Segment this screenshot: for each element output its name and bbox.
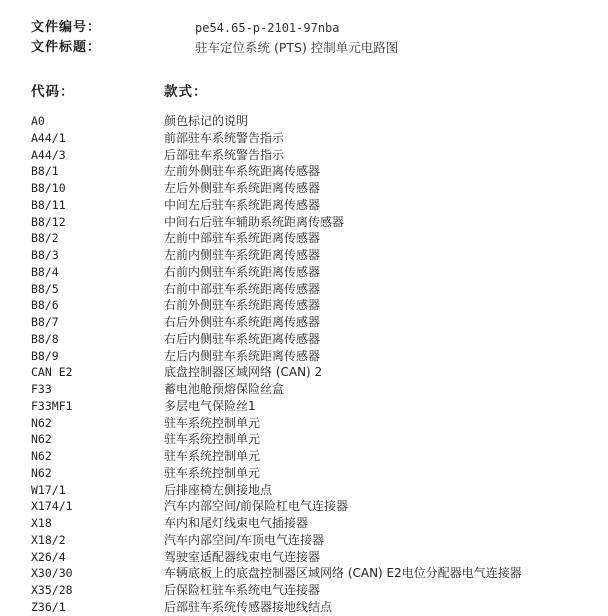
component-description: 右前中部驻车系统距离传感器: [164, 281, 321, 296]
table-row: [31, 247, 601, 264]
component-description: 前部驻车系统警告指示: [164, 130, 285, 145]
component-code: B8/4: [31, 264, 59, 279]
component-code: A44/3: [31, 147, 66, 162]
table-row: [31, 482, 601, 499]
component-description: 左后外侧驻车系统距离传感器: [164, 181, 321, 195]
table-row: [31, 331, 601, 348]
table-row: [31, 348, 601, 365]
component-code: N62: [31, 432, 52, 447]
component-code: B8/1: [31, 164, 59, 179]
component-description: 左后内侧驻车系统距离传感器: [164, 348, 321, 363]
component-description: 汽车内部空间/前保险杠电气连接器: [164, 499, 349, 514]
component-description: 后排座椅左侧接地点: [164, 482, 273, 497]
code-column-header: 代码：: [31, 84, 75, 100]
component-description: 中间左后驻车系统距离传感器: [164, 197, 321, 212]
doc-title-label: 文件标题：: [31, 40, 102, 55]
component-description: 底盘控制器区域网络 (CAN) 2: [164, 365, 323, 380]
table-row: [31, 180, 601, 197]
table-row: [31, 431, 601, 448]
table-row: [31, 381, 601, 398]
component-description: 右后内侧驻车系统距离传感器: [164, 331, 321, 346]
component-description: 左前内侧驻车系统距离传感器: [164, 248, 321, 262]
table-row: [31, 197, 601, 214]
component-code: B8/2: [31, 231, 59, 246]
component-code: X18: [31, 516, 52, 530]
table-row: [31, 498, 601, 515]
component-code: B8/3: [31, 248, 59, 262]
component-code: W17/1: [31, 482, 66, 497]
component-code: B8/10: [31, 181, 66, 195]
component-code: F33MF1: [31, 398, 73, 413]
table-row: [31, 582, 601, 599]
component-description: 驻车系统控制单元: [164, 449, 261, 463]
component-code: A0: [31, 114, 45, 128]
component-description: 中间右后驻车辅助系统距离传感器: [164, 214, 345, 229]
component-description: 后部驻车系统警告指示: [164, 147, 285, 162]
component-description: 车辆底板上的底盘控制器区域网络 (CAN) E2电位分配器电气连接器: [164, 566, 522, 581]
table-row: [31, 230, 601, 247]
doc-title-value: 驻车定位系统 (PTS) 控制单元电路图: [195, 40, 399, 55]
component-code: Z36/1: [31, 599, 66, 614]
table-row: [31, 398, 601, 415]
component-description: 驻车系统控制单元: [164, 415, 261, 430]
component-code: B8/6: [31, 298, 59, 313]
component-description: 后部驻车系统传感器接地线结点: [164, 599, 333, 614]
component-code: B8/11: [31, 197, 66, 212]
component-description: 多层电气保险丝1: [164, 398, 256, 413]
table-row: [31, 147, 601, 164]
component-description: 驻车系统控制单元: [164, 432, 261, 447]
component-table: [31, 113, 601, 616]
table-row: [31, 599, 601, 616]
component-code: CAN E2: [31, 365, 73, 380]
component-code: X26/4: [31, 549, 66, 564]
component-code: N62: [31, 415, 52, 430]
component-code: X174/1: [31, 499, 73, 514]
table-row: [31, 281, 601, 298]
component-code: N62: [31, 449, 52, 463]
component-description: 右后外侧驻车系统距离传感器: [164, 315, 321, 329]
table-row: [31, 297, 601, 314]
component-code: X18/2: [31, 532, 66, 547]
component-description: 右前内侧驻车系统距离传感器: [164, 264, 321, 279]
component-code: X35/28: [31, 583, 73, 597]
component-code: B8/8: [31, 331, 59, 346]
table-row: [31, 465, 601, 482]
component-description: 颜色标记的说明: [164, 114, 249, 128]
table-row: [31, 549, 601, 566]
component-code: B8/12: [31, 214, 66, 229]
table-row: [31, 314, 601, 331]
table-row: [31, 264, 601, 281]
table-row: [31, 113, 601, 130]
doc-number-label: 文件编号：: [31, 20, 102, 35]
table-row: [31, 364, 601, 381]
table-row: [31, 163, 601, 180]
doc-number-value: pe54.65-p-2101-97nba: [195, 21, 340, 35]
table-row: [31, 130, 601, 147]
table-row: [31, 214, 601, 231]
component-description: 右前外侧驻车系统距离传感器: [164, 298, 321, 313]
component-description: 后保险杠驻车系统电气连接器: [164, 583, 321, 597]
component-code: X30/30: [31, 566, 73, 581]
component-code: B8/5: [31, 281, 59, 296]
component-code: N62: [31, 465, 52, 480]
component-description: 汽车内部空间/车顶电气连接器: [164, 532, 325, 547]
table-row: [31, 415, 601, 432]
component-code: B8/9: [31, 348, 59, 363]
model-column-header: 款式：: [164, 84, 208, 100]
component-code: B8/7: [31, 315, 59, 329]
component-description: 左前外侧驻车系统距离传感器: [164, 164, 321, 179]
table-row: [31, 532, 601, 549]
table-row: [31, 448, 601, 465]
component-description: 车内和尾灯线束电气插接器: [164, 516, 309, 530]
component-description: 驻车系统控制单元: [164, 465, 261, 480]
component-code: F33: [31, 382, 52, 396]
component-description: 蓄电池舱预熔保险丝盒: [164, 382, 285, 396]
component-description: 左前中部驻车系统距离传感器: [164, 231, 321, 246]
component-code: A44/1: [31, 130, 66, 145]
table-row: [31, 565, 601, 582]
component-description: 驾驶室适配器线束电气连接器: [164, 549, 321, 564]
table-row: [31, 515, 601, 532]
